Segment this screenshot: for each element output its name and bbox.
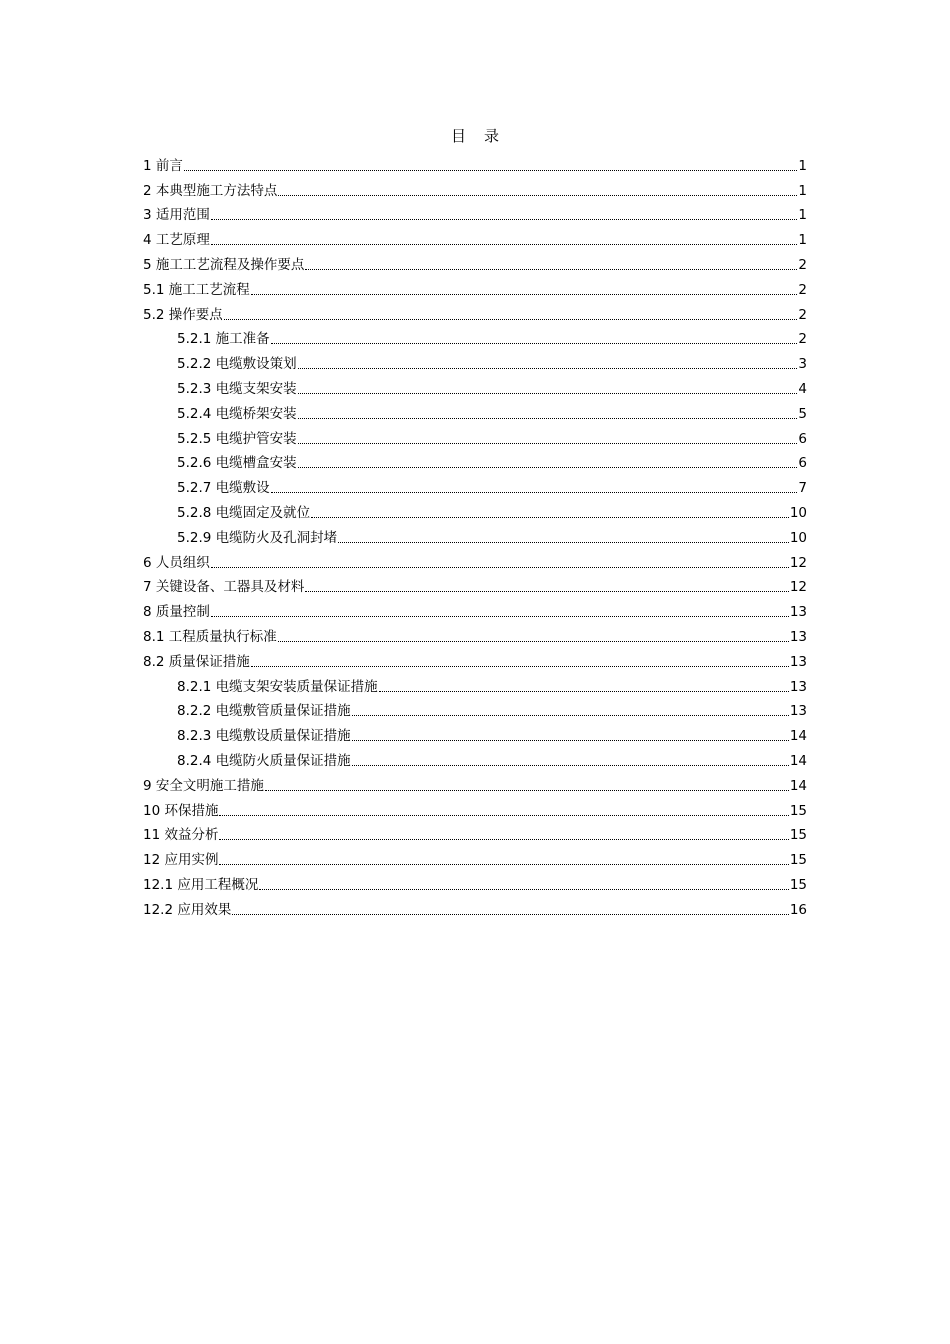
toc-entry-page-number: 7: [798, 480, 807, 497]
toc-dot-leader: [352, 715, 789, 716]
toc-dot-leader: [184, 170, 798, 171]
toc-entry[interactable]: [143, 299, 807, 324]
toc-entry-label: 8.2.4 电缆防火质量保证措施: [177, 752, 351, 769]
toc-entry-page-number: 6: [798, 455, 807, 472]
toc-dot-leader: [224, 319, 798, 320]
toc-entry-label: 5.2 操作要点: [143, 306, 223, 323]
toc-entry-page-number: 4: [798, 380, 807, 397]
toc-entry-label: 8.2.1 电缆支架安装质量保证措施: [177, 678, 378, 695]
toc-dot-leader: [298, 368, 798, 369]
toc-dot-leader: [265, 790, 789, 791]
toc-dot-leader: [232, 914, 788, 915]
toc-entry-label: 5.2.5 电缆护管安装: [177, 430, 297, 447]
toc-entry-page-number: 1: [798, 157, 807, 174]
toc-entry-label: 5.2.3 电缆支架安装: [177, 380, 297, 397]
toc-entry-page-number: 15: [789, 876, 807, 893]
toc-entry[interactable]: [143, 770, 807, 795]
toc-entry-page-number: 14: [789, 777, 807, 794]
toc-entry[interactable]: [143, 423, 807, 448]
toc-entry[interactable]: [143, 348, 807, 373]
toc-entry-label: 7 关键设备、工器具及材料: [143, 579, 305, 596]
toc-dot-leader: [298, 393, 798, 394]
toc-entry[interactable]: [143, 249, 807, 274]
toc-entry-label: 10 环保措施: [143, 802, 219, 819]
toc-entry-page-number: 16: [789, 901, 807, 918]
toc-entry-page-number: 5: [798, 405, 807, 422]
toc-entry-label: 11 效益分析: [143, 827, 219, 844]
toc-entry[interactable]: [143, 572, 807, 597]
toc-dot-leader: [211, 567, 789, 568]
toc-dot-leader: [305, 591, 788, 592]
toc-entry[interactable]: [143, 175, 807, 200]
toc-dot-leader: [211, 219, 798, 220]
toc-entry-label: 12.1 应用工程概况: [143, 876, 259, 893]
toc-entry[interactable]: [143, 596, 807, 621]
toc-entry-label: 5 施工工艺流程及操作要点: [143, 256, 305, 273]
toc-entry[interactable]: [143, 894, 807, 919]
toc-entry-label: 8 质量控制: [143, 604, 210, 621]
toc-entry-label: 5.2.4 电缆桥架安装: [177, 405, 297, 422]
toc-entry-label: 2 本典型施工方法特点: [143, 182, 278, 199]
toc-entry-label: 8.2.2 电缆敷管质量保证措施: [177, 703, 351, 720]
toc-entry-page-number: 3: [798, 356, 807, 373]
toc-entry[interactable]: [143, 745, 807, 770]
toc-entry-page-number: 15: [789, 827, 807, 844]
toc-entry-page-number: 12: [789, 554, 807, 571]
toc-dot-leader: [352, 765, 789, 766]
toc-entry-page-number: 15: [789, 802, 807, 819]
toc-entry[interactable]: [143, 448, 807, 473]
toc-entry-label: 5.2.6 电缆槽盒安装: [177, 455, 297, 472]
toc-dot-leader: [271, 343, 798, 344]
toc-entry[interactable]: [143, 497, 807, 522]
toc-dot-leader: [352, 740, 789, 741]
toc-entry-label: 9 安全文明施工措施: [143, 777, 264, 794]
toc-dot-leader: [211, 616, 789, 617]
toc-entry[interactable]: [143, 547, 807, 572]
table-of-contents: [143, 150, 807, 919]
toc-entry[interactable]: [143, 398, 807, 423]
toc-entry-label: 5.2.1 施工准备: [177, 331, 270, 348]
toc-dot-leader: [298, 443, 798, 444]
toc-dot-leader: [278, 195, 797, 196]
toc-entry-page-number: 13: [789, 653, 807, 670]
toc-entry-label: 4 工艺原理: [143, 232, 210, 249]
toc-entry[interactable]: [143, 795, 807, 820]
toc-entry[interactable]: [143, 472, 807, 497]
toc-entry-page-number: 2: [798, 256, 807, 273]
toc-entry-page-number: 1: [798, 207, 807, 224]
toc-dot-leader: [251, 294, 798, 295]
toc-entry-page-number: 10: [789, 529, 807, 546]
toc-dot-leader: [338, 542, 789, 543]
toc-entry-label: 5.2.7 电缆敷设: [177, 480, 270, 497]
toc-entry-page-number: 2: [798, 281, 807, 298]
toc-entry-page-number: 1: [798, 182, 807, 199]
toc-entry-page-number: 14: [789, 752, 807, 769]
toc-dot-leader: [211, 244, 798, 245]
toc-dot-leader: [298, 467, 798, 468]
toc-entry-page-number: 14: [789, 728, 807, 745]
toc-entry[interactable]: [143, 224, 807, 249]
toc-entry-page-number: 15: [789, 852, 807, 869]
toc-entry-page-number: 2: [798, 306, 807, 323]
toc-entry-label: 5.2.9 电缆防火及孔洞封堵: [177, 529, 338, 546]
toc-entry-page-number: 13: [789, 604, 807, 621]
toc-entry[interactable]: [143, 696, 807, 721]
toc-entry[interactable]: [143, 844, 807, 869]
toc-entry-label: 5.2.8 电缆固定及就位: [177, 504, 311, 521]
toc-entry-label: 1 前言: [143, 157, 183, 174]
toc-dot-leader: [305, 269, 797, 270]
toc-dot-leader: [219, 864, 788, 865]
toc-entry-label: 3 适用范围: [143, 207, 210, 224]
toc-entry-page-number: 10: [789, 504, 807, 521]
toc-dot-leader: [379, 691, 789, 692]
toc-entry[interactable]: [143, 720, 807, 745]
toc-entry[interactable]: [143, 671, 807, 696]
toc-entry[interactable]: [143, 373, 807, 398]
toc-entry-page-number: 12: [789, 579, 807, 596]
toc-entry-page-number: 13: [789, 703, 807, 720]
toc-entry[interactable]: [143, 522, 807, 547]
toc-title: 目录: [450, 127, 517, 145]
toc-entry-label: 5.1 施工工艺流程: [143, 281, 250, 298]
toc-entry-page-number: 1: [798, 232, 807, 249]
toc-entry-page-number: 13: [789, 678, 807, 695]
toc-entry[interactable]: [143, 200, 807, 225]
toc-entry[interactable]: [143, 621, 807, 646]
toc-dot-leader: [219, 815, 788, 816]
toc-dot-leader: [271, 492, 798, 493]
toc-entry[interactable]: [143, 274, 807, 299]
toc-entry[interactable]: [143, 820, 807, 845]
toc-entry-page-number: 6: [798, 430, 807, 447]
toc-entry[interactable]: [143, 869, 807, 894]
toc-entry-label: 12 应用实例: [143, 852, 219, 869]
toc-dot-leader: [251, 666, 789, 667]
toc-entry[interactable]: [143, 324, 807, 349]
toc-entry-label: 6 人员组织: [143, 554, 210, 571]
toc-dot-leader: [298, 418, 798, 419]
toc-dot-leader: [259, 889, 788, 890]
toc-entry[interactable]: [143, 646, 807, 671]
toc-dot-leader: [278, 641, 789, 642]
toc-entry-page-number: 2: [798, 331, 807, 348]
toc-entry-label: 8.2 质量保证措施: [143, 653, 250, 670]
toc-entry-label: 8.2.3 电缆敷设质量保证措施: [177, 728, 351, 745]
toc-entry-label: 5.2.2 电缆敷设策划: [177, 356, 297, 373]
toc-dot-leader: [311, 517, 789, 518]
toc-entry-label: 8.1 工程质量执行标准: [143, 628, 277, 645]
toc-entry[interactable]: [143, 150, 807, 175]
toc-dot-leader: [219, 839, 788, 840]
toc-entry-label: 12.2 应用效果: [143, 901, 232, 918]
toc-entry-page-number: 13: [789, 628, 807, 645]
